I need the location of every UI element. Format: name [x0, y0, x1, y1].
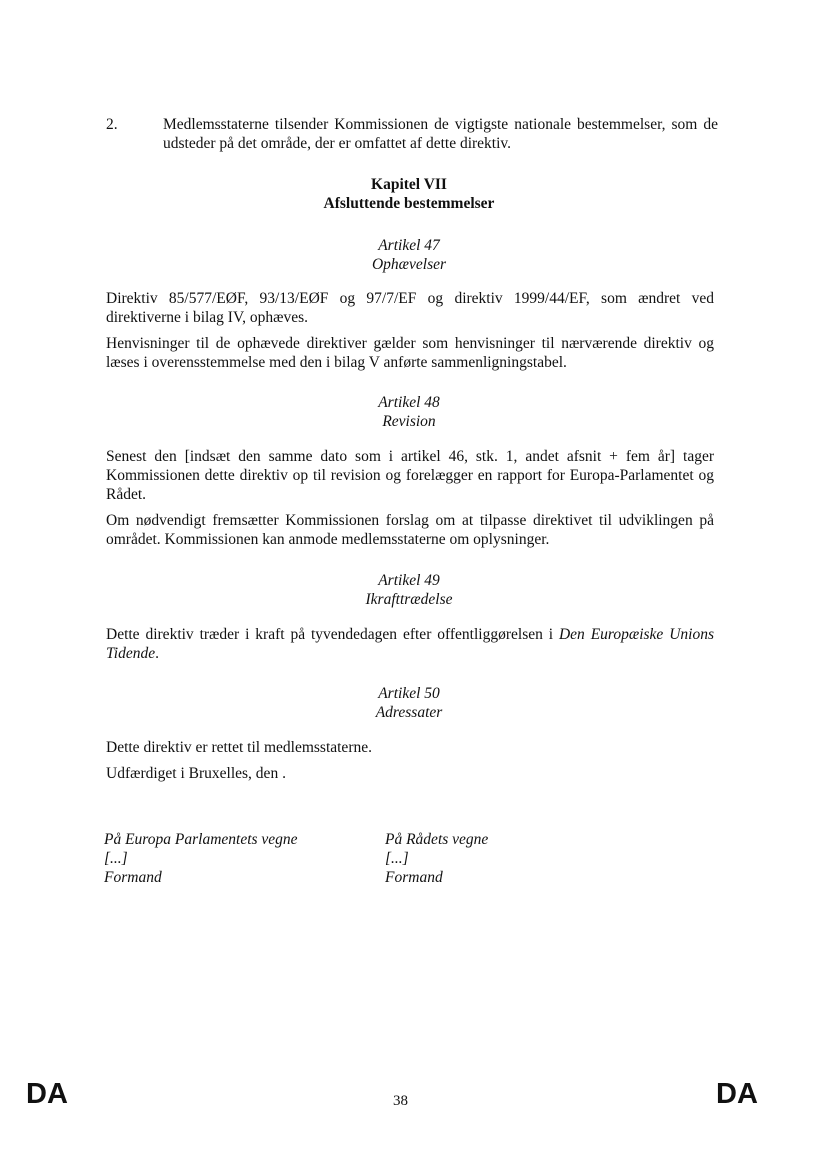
article-48-heading: Artikel 48 — [378, 394, 440, 411]
chapter-title: Kapitel VII — [371, 176, 447, 193]
signature-role: Formand — [385, 869, 443, 886]
article-49-heading: Artikel 49 — [378, 572, 440, 589]
article-49-paragraph — [106, 625, 714, 663]
paragraph-text: Medlemsstaterne tilsender Kommissionen de vigtigste nationale bestemmelser, som de udsteder på det område, der er omfattet af dette direktiv. — [163, 116, 718, 152]
paragraph-number: 2. — [106, 116, 118, 133]
signature-line: På Europa Parlamentets vegne — [104, 831, 298, 848]
article-47-title: Ophævelser — [371, 256, 447, 273]
signature-placeholder: [...] — [385, 850, 409, 867]
article-47-paragraph-1: Direktiv 85/577/EØF, 93/13/EØF og 97/7/EF og direktiv 1999/44/EF, som ændret ved direktiverne i bilag IV, ophæves. — [106, 290, 714, 326]
chapter-subtitle: Afsluttende bestemmelser — [323, 195, 495, 212]
article-49-text: Dette direktiv træder i kraft på tyvendedagen efter offentliggørelsen i — [106, 626, 559, 643]
signature-placeholder: [...] — [104, 850, 128, 867]
article-49-title: Ikrafttrædelse — [365, 591, 453, 608]
article-47-heading: Artikel 47 — [378, 237, 440, 254]
signature-line: På Rådets vegne — [385, 831, 489, 848]
article-48-paragraph-1: Senest den [indsæt den samme dato som i artikel 46, stk. 1, andet afsnit + fem år] tager Kommissionen dette direktiv op til revision og forelægger en rapport for Europa-Parlamentet og Rådet. — [106, 448, 714, 503]
signature-block-council — [385, 830, 488, 887]
article-48-title: Revision — [382, 413, 436, 430]
article-50-paragraph-1: Dette direktiv er rettet til medlemsstaterne. — [106, 739, 372, 756]
article-50-paragraph-2: Udfærdiget i Bruxelles, den . — [106, 765, 286, 782]
signature-role: Formand — [104, 869, 162, 886]
article-50-title: Adressater — [375, 704, 443, 721]
article-47-paragraph-2: Henvisninger til de ophævede direktiver gælder som henvisninger til nærværende direktiv og læses i overensstemmelse med den i bilag V anførte sammenligningstabel. — [106, 335, 714, 371]
language-code-right: DA — [716, 1078, 758, 1110]
journal-name: Den Europæiske Unions Tidende — [106, 626, 714, 662]
article-49-text-end: . — [155, 645, 159, 662]
numbered-paragraph — [106, 115, 718, 153]
article-50-heading: Artikel 50 — [378, 685, 440, 702]
article-48-paragraph-2: Om nødvendigt fremsætter Kommissionen forslag om at tilpasse direktivet til udviklingen på området. Kommissionen kan anmode medlemsstaterne om oplysninger. — [106, 512, 714, 548]
page-number: 38 — [393, 1093, 408, 1109]
language-code-left: DA — [26, 1078, 68, 1110]
signature-block-parliament — [104, 830, 298, 887]
